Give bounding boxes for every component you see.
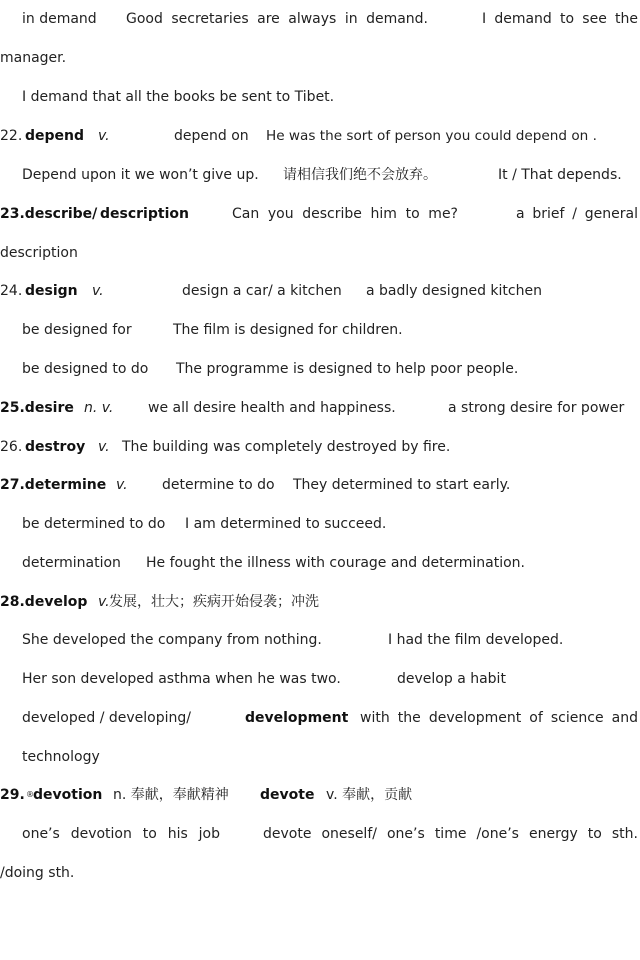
text-line [0, 707, 640, 729]
text-line [0, 746, 640, 768]
entry-28 [0, 591, 640, 613]
text-line [0, 8, 640, 30]
headword: depend [25, 128, 85, 144]
headword: 27.determine [0, 477, 107, 493]
entry-23 [0, 203, 640, 225]
phrase: develop a habit [397, 671, 506, 687]
phrase: determination [22, 555, 121, 571]
example-sentence: She developed the company from nothing. [22, 632, 322, 648]
headword: 23.describe/ [0, 206, 98, 222]
part-of-speech: v. [98, 128, 110, 144]
phrase: be designed to do [22, 361, 149, 377]
text-line [0, 823, 640, 845]
example-sentence: The film is designed for children. [173, 322, 403, 338]
text-line [0, 862, 640, 884]
part-of-speech: v. [98, 594, 110, 610]
translation: 请相信我们绝不会放弃。 [283, 167, 437, 183]
text-line [0, 513, 640, 535]
example-sentence: Her son developed asthma when he was two. [22, 671, 341, 687]
text-line [0, 552, 640, 574]
phrase: developed / developing/ [22, 710, 191, 726]
example-sentence: Can you describe him to me? [232, 206, 458, 222]
entry-number: 29. [0, 787, 25, 803]
headword: description [100, 206, 189, 222]
translation: 发展，壮大；疾病开始侵袭；冲洗 [109, 594, 319, 610]
example-sentence: The programme is designed to help poor people. [176, 361, 519, 377]
headword: devotion [33, 787, 103, 803]
text-line [0, 242, 640, 264]
headword: 28.develop [0, 594, 88, 610]
entry-24 [0, 280, 640, 302]
part-of-speech: v. [92, 283, 104, 299]
phrase: determine to do [162, 477, 275, 493]
example-sentence: He was the sort of person you could depend on . [266, 128, 597, 144]
phrase: a strong desire for power [448, 400, 625, 416]
text-line [0, 358, 640, 380]
entry-number: 24. [0, 283, 23, 299]
entry-25 [0, 397, 640, 419]
entry-number: 22. [0, 128, 23, 144]
phrase: be determined to do [22, 516, 166, 532]
phrase: /doing sth. [0, 865, 75, 881]
entry-27 [0, 474, 640, 496]
example-sentence: It / That depends. [498, 167, 622, 183]
headword: devote [260, 787, 315, 803]
text-line [0, 668, 640, 690]
example-sentence: They determined to start early. [293, 477, 511, 493]
entry-number: 26. [0, 439, 23, 455]
example-sentence: The building was completely destroyed by fire. [122, 439, 451, 455]
text-line [0, 86, 640, 108]
phrase: a brief / general [516, 206, 638, 222]
phrase: in demand [22, 11, 97, 27]
example-sentence: we all desire health and happiness. [148, 400, 396, 416]
example-sentence: Depend upon it we won’t give up. [22, 167, 259, 183]
entry-22 [0, 125, 640, 147]
example-sentence: manager. [0, 50, 67, 66]
text-line [0, 47, 640, 69]
text-line [0, 629, 640, 651]
part-of-speech: n. v. [84, 400, 114, 416]
phrase: be designed for [22, 322, 132, 338]
phrase: one’s devotion to his job [22, 826, 220, 842]
headword: destroy [25, 439, 86, 455]
registered-mark: ® [26, 790, 34, 799]
example-sentence: with the development of science and [360, 710, 638, 726]
text-line [0, 164, 640, 186]
phrase: devote oneself/ one’s time /one’s energy to sth. [263, 826, 638, 842]
part-of-speech: v. [98, 439, 110, 455]
example-sentence: technology [22, 749, 100, 765]
example-sentence: I had the film developed. [388, 632, 564, 648]
example-sentence: Good secretaries are always in demand. [126, 11, 428, 27]
headword: development [245, 710, 349, 726]
example-sentence: I demand that all the books be sent to Tibet. [22, 89, 335, 105]
phrase: a badly designed kitchen [366, 283, 542, 299]
entry-26 [0, 436, 640, 458]
phrase: description [0, 245, 78, 261]
entry-29 [0, 784, 640, 806]
text-line [0, 319, 640, 341]
example-sentence: I demand to see the [482, 11, 638, 27]
translation: n. 奉献，奉献精神 [113, 787, 229, 803]
example-sentence: He fought the illness with courage and determination. [146, 555, 525, 571]
part-of-speech: v. [116, 477, 128, 493]
example-sentence: I am determined to succeed. [185, 516, 387, 532]
headword: design [25, 283, 78, 299]
phrase: design a car/ a kitchen [182, 283, 342, 299]
translation: v. 奉献，贡献 [326, 787, 413, 803]
headword: 25.desire [0, 400, 74, 416]
phrase: depend on [174, 128, 249, 144]
